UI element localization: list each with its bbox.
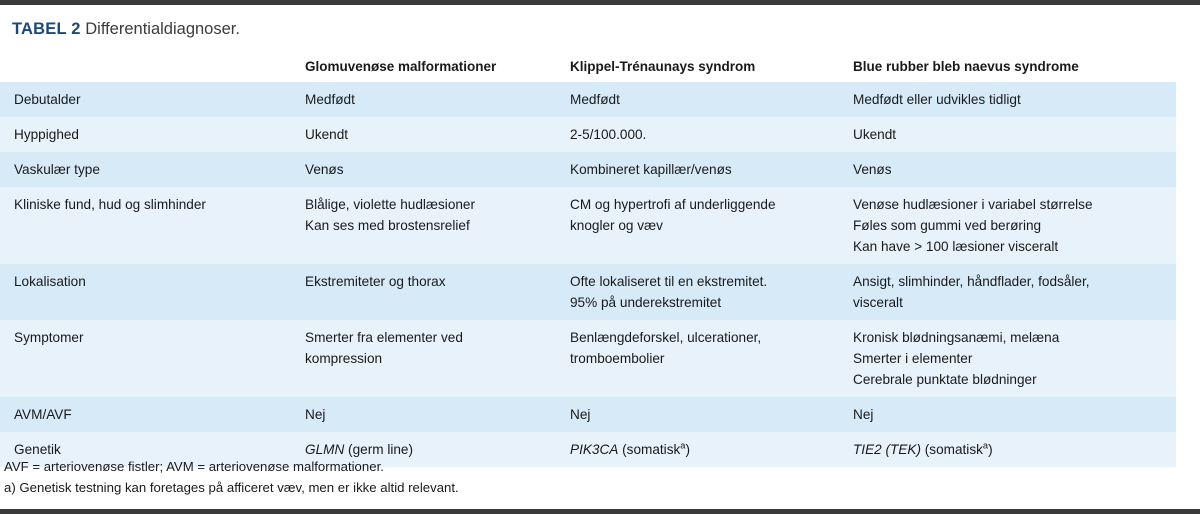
cell-blue-rubber-bleb: [839, 152, 1176, 187]
table-footnotes: [4, 456, 1184, 498]
row-label-cell: Kliniske fund, hud og slimhinder: [0, 187, 291, 264]
cell-blue-rubber-bleb: [839, 264, 1176, 320]
cell-glomuvenous: [291, 320, 556, 397]
bottom-rule: [0, 509, 1200, 514]
cell-blue-rubber-bleb: [839, 320, 1176, 397]
differential-diagnosis-table: [0, 54, 1176, 467]
footnote-a: a) Genetisk testning kan foretages på afficeret væv, men er ikke altid relevant.: [4, 480, 459, 495]
cell-klippel-trenaunay: [556, 187, 839, 264]
cell-line: Medfødt: [305, 92, 355, 107]
cell-line: Smerter i elementer: [853, 351, 973, 366]
table-row: [0, 187, 1176, 264]
cell-line: Venøs: [305, 162, 344, 177]
cell-line: visceralt: [853, 295, 903, 310]
cell-klippel-trenaunay: [556, 320, 839, 397]
row-label-cell: Lokalisation: [0, 264, 291, 320]
cell-line: Kombineret kapillær/venøs: [570, 162, 732, 177]
cell-glomuvenous: [291, 152, 556, 187]
cell-glomuvenous: [291, 187, 556, 264]
cell-line: Medfødt eller udvikles tidligt: [853, 92, 1021, 107]
cell-line: 95% på underekstremitet: [570, 295, 722, 310]
cell-line: Ekstremiteter og thorax: [305, 274, 446, 289]
cell-klippel-trenaunay: [556, 397, 839, 432]
cell-line: Benlængdeforskel, ulcerationer,: [570, 330, 762, 345]
table-body: [0, 82, 1176, 467]
cell-glomuvenous: [291, 82, 556, 117]
row-label-cell: Hyppighed: [0, 117, 291, 152]
table-header: [0, 54, 1176, 82]
cell-line: Venøs: [853, 162, 892, 177]
cell-line: Blålige, violette hudlæsioner: [305, 197, 476, 212]
cell-line: Kronisk blødningsanæmi, melæna: [853, 330, 1060, 345]
cell-line: kompression: [305, 351, 383, 366]
cell-line: Nej: [570, 407, 591, 422]
cell-line: Ofte lokaliseret til en ekstremitet.: [570, 274, 768, 289]
table-row: [0, 152, 1176, 187]
footnote-abbreviations: AVF = arteriovenøse fistler; AVM = arteriovenøse malformationer.: [4, 459, 384, 474]
cell-klippel-trenaunay: PIK3CA (somatisk$^a$): [556, 432, 839, 467]
table-caption-text: Differentialdiagnoser.: [85, 20, 240, 38]
cell-line: Føles som gummi ved berøring: [853, 218, 1042, 233]
cell-line: tromboembolier: [570, 351, 665, 366]
row-label-cell: Symptomer: [0, 320, 291, 397]
cell-line: Venøse hudlæsioner i variabel størrelse: [853, 197, 1093, 212]
cell-klippel-trenaunay: [556, 82, 839, 117]
table-caption: [12, 18, 240, 40]
cell-blue-rubber-bleb: TIE2 (TEK) (somatisk$^a$): [839, 432, 1176, 467]
header-cell-glomuvenous: Glomuvenøse malformationer: [291, 54, 556, 82]
cell-line: Kan ses med brostensrelief: [305, 218, 470, 233]
cell-line: Ukendt: [305, 127, 349, 142]
header-cell-rowlabel: [0, 54, 291, 82]
row-label-cell: Genetik: [0, 432, 291, 467]
cell-line: Medfødt: [570, 92, 620, 107]
table-number-label: TABEL 2: [12, 20, 81, 38]
differential-diagnosis-table-wrapper: [0, 54, 1176, 467]
cell-line: Cerebrale punktate blødninger: [853, 372, 1037, 387]
header-cell-blue-rubber-bleb: Blue rubber bleb naevus syndrome: [839, 54, 1176, 82]
top-rule: [0, 0, 1200, 5]
cell-line: Nej: [305, 407, 326, 422]
cell-glomuvenous: GLMN (germ line): [291, 432, 556, 467]
row-label-cell: Vaskulær type: [0, 152, 291, 187]
table-row: [0, 320, 1176, 397]
cell-glomuvenous: [291, 117, 556, 152]
cell-line: Kan have > 100 læsioner visceralt: [853, 239, 1059, 254]
cell-blue-rubber-bleb: [839, 117, 1176, 152]
cell-glomuvenous: [291, 264, 556, 320]
cell-blue-rubber-bleb: [839, 397, 1176, 432]
table-row: [0, 117, 1176, 152]
cell-line: Smerter fra elementer ved: [305, 330, 463, 345]
cell-line: Nej: [853, 407, 874, 422]
table-row: [0, 264, 1176, 320]
cell-line: Ukendt: [853, 127, 897, 142]
row-label-cell: AVM/AVF: [0, 397, 291, 432]
cell-line: CM og hypertrofi af underliggende: [570, 197, 776, 212]
cell-klippel-trenaunay: [556, 152, 839, 187]
cell-glomuvenous: [291, 397, 556, 432]
table-row: [0, 82, 1176, 117]
table-row: [0, 397, 1176, 432]
cell-klippel-trenaunay: [556, 117, 839, 152]
header-cell-klippel-trenaunay: Klippel-Trénaunays syndrom: [556, 54, 839, 82]
cell-klippel-trenaunay: [556, 264, 839, 320]
cell-blue-rubber-bleb: [839, 82, 1176, 117]
cell-line: 2-5/100.000.: [570, 127, 647, 142]
row-label-cell: Debutalder: [0, 82, 291, 117]
cell-line: knogler og væv: [570, 218, 663, 233]
cell-line: Ansigt, slimhinder, håndflader, fodsåler,: [853, 274, 1090, 289]
header-row: [0, 54, 1176, 82]
cell-blue-rubber-bleb: [839, 187, 1176, 264]
